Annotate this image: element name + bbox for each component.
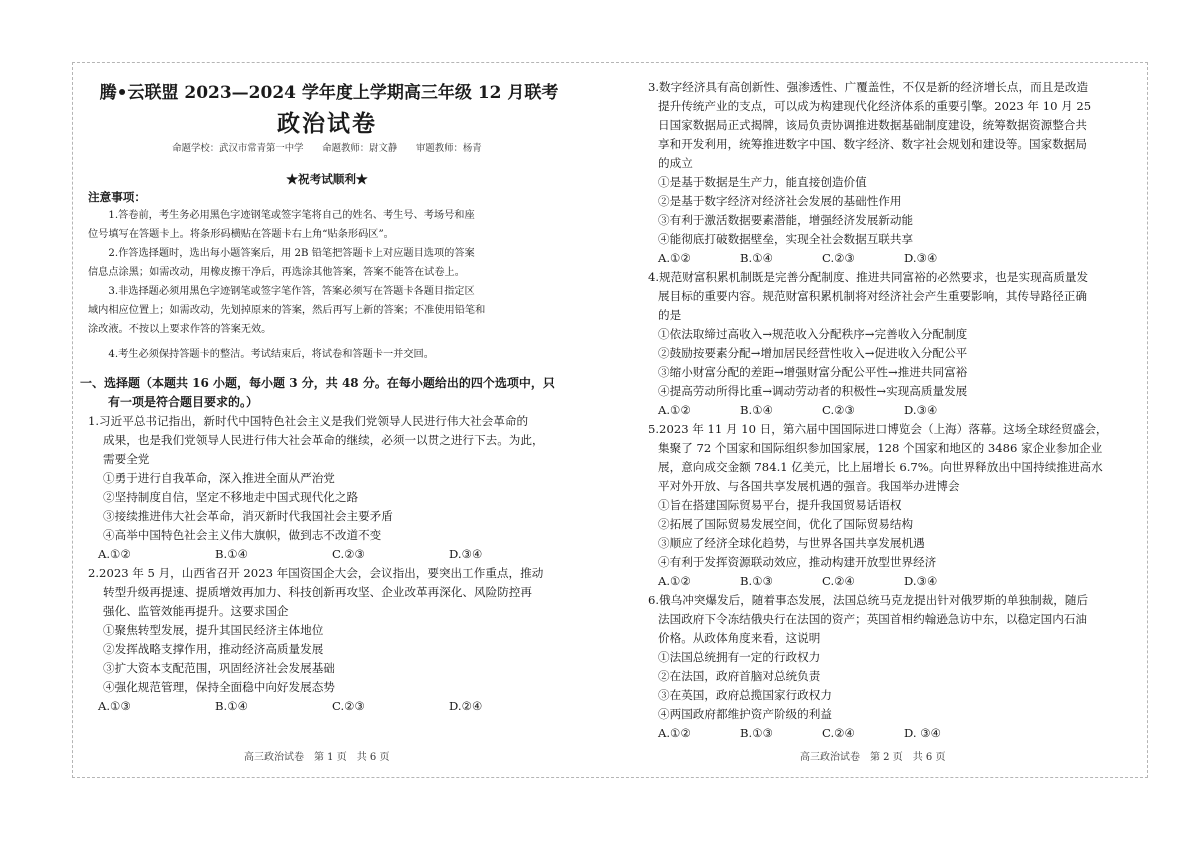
question-option: ②坚持制度自信，坚定不移地走中国式现代化之路 [103,490,359,504]
question-option: ③扩大资本支配范围，巩固经济社会发展基础 [103,661,335,675]
choice-a: A.①② [658,403,691,417]
question-option: ④提高劳动所得比重→调动劳动者的积极性→实现高质量发展 [658,384,968,398]
choice-a: A.①② [658,574,691,588]
question-option: ②是基于数字经济对经济社会发展的基础性作用 [658,194,902,208]
notice-line: 信息点涂黑；如需改动，用橡皮擦干净后，再选涂其他答案，答案不能答在试卷上。 [88,267,465,278]
answer-choices [648,249,986,268]
exam-meta: 命题学校：武汉市常青第一中学 命题教师：尉文静 审题教师：杨青 [172,143,482,154]
question-stem: 享和开发利用，统筹推进数字中国、数字经济、数字社会规划和建设等。国家数据局 [658,137,1087,151]
answer-choices [648,724,986,743]
question-4 [648,268,1089,420]
question-option: ③在英国，政府总揽国家行政权力 [658,688,832,702]
notice-line: 域内相应位置上；如需改动，先划掉原来的答案，然后再写上新的答案；不准使用铅笔和 [88,305,486,316]
question-2 [88,564,566,716]
choice-b: B.①③ [740,574,773,588]
question-stem: 平对外开放、与各国共享发展机遇的强音。我国举办进博会 [658,479,960,493]
question-stem: 转型升级再提速、提质增效再加力、科技创新再攻坚、企业改革再深化、风险防控再 [103,585,532,599]
question-option: ④有利于发挥资源联动效应，推动构建开放型世界经济 [658,555,937,569]
notice-line: 1.答卷前，考生务必用黑色字迹钢笔或签字笔将自己的姓名、考生号、考场号和座 [108,210,475,221]
question-stem: 成果，也是我们党领导人民进行伟大社会革命的继续，必须一以贯之进行下去。为此， [103,433,544,447]
notice-heading: 注意事项： [88,190,146,204]
question-stem: 集聚了 72 个国家和国际组织参加国家展，128 个国家和地区的 3486 家企业参加企业 [658,441,1103,455]
question-3 [648,78,1092,268]
question-option: ②鼓励按要素分配→增加居民经营性收入→促进收入分配公平 [658,346,968,360]
question-option: ①法国总统拥有一定的行政权力 [658,650,821,664]
choice-a: A.①③ [98,699,131,713]
notice-line: 涂改液。不按以上要求作答的答案无效。 [88,324,272,335]
question-5 [648,420,1108,591]
question-stem: 法国政府下令冻结俄央行在法国的资产；英国首相约翰逊急访中东，以稳定国内石油 [658,612,1087,626]
answer-choices [88,545,566,564]
choice-d: D.③④ [904,251,938,265]
answer-choices [648,572,986,591]
question-option: ②发挥战略支撑作用，推动经济高质量发展 [103,642,324,656]
section-heading-cont: 有一项是符合题目要求的。） [108,395,259,409]
question-option: ③接续推进伟大社会革命，消灭新时代我国社会主要矛盾 [103,509,393,523]
notice-line: 4.考生必须保持答题卡的整洁。考试结束后，将试卷和答题卡一并交回。 [108,349,434,360]
choice-b: B.①④ [740,403,773,417]
question-option: ①勇于进行自我革命，深入推进全面从严治党 [103,471,335,485]
question-stem: 6.俄乌冲突爆发后，随着事态发展，法国总统马克龙提出针对俄罗斯的单独制裁，随后 [648,593,1089,607]
question-option: ②在法国，政府首脑对总统负责 [658,669,821,683]
question-option: ①旨在搭建国际贸易平台，提升我国贸易话语权 [658,498,902,512]
choice-a: A.①② [658,726,691,740]
choice-a: A.①② [658,251,691,265]
question-option: ②拓展了国际贸易发展空间，优化了国际贸易结构 [658,517,914,531]
notice-line: 位号填写在答题卡上。将条形码横贴在答题卡右上角“贴条形码区”。 [88,229,394,240]
question-stem: 展目标的重要内容。规范财富积累机制将对经济社会产生重要影响，其传导路径正确 [658,289,1087,303]
question-stem: 的是 [658,308,682,322]
page-1-footer: 高三政治试卷 第 1 页 共 6 页 [244,752,390,763]
question-option: ④两国政府都维护资产阶级的利益 [658,707,832,721]
choice-c: C.②③ [822,403,855,417]
question-stem: 5.2023 年 11 月 10 日，第六届中国国际进口博览会（上海）落幕。这场全球经贸盛会， [648,422,1108,436]
question-stem: 的成立 [658,156,693,170]
question-option: ①是基于数据是生产力，能直接创造价值 [658,175,867,189]
question-option: ③缩小财富分配的差距→增强财富分配公平性→推进共同富裕 [658,365,968,379]
notice-list [88,206,566,364]
answer-choices [88,697,566,716]
choice-d: D.③④ [904,403,938,417]
question-stem: 展，意向成交金额 784.1 亿美元，比上届增长 6.7%。向世界释放出中国持续推进高水 [658,460,1103,474]
notice-line: 3.非选择题必须用黑色字迹钢笔或签字笔作答，答案必须写在答题卡各题目指定区 [108,286,475,297]
question-option: ④强化规范管理，保持全面稳中向好发展态势 [103,680,335,694]
choice-d: D.③④ [904,574,938,588]
choice-d: D.②④ [449,699,483,713]
question-option: ④高举中国特色社会主义伟大旗帜，做到志不改道不变 [103,528,382,542]
question-6 [648,591,1089,743]
question-option: ①依法取缔过高收入→规范收入分配秩序→完善收入分配制度 [658,327,968,341]
choice-d: D.③④ [449,547,483,561]
choice-b: B.①④ [215,699,248,713]
choice-a: A.①② [98,547,131,561]
question-stem: 需要全党 [103,452,150,466]
question-stem: 1.习近平总书记指出，新时代中国特色社会主义是我们党领导人民进行伟大社会革命的 [88,414,529,428]
cheer-line: ★祝考试顺利★ [286,172,368,186]
choice-c: C.②④ [822,574,855,588]
choice-b: B.①④ [215,547,248,561]
notice-line: 2.作答选择题时，选出每小题答案后，用 2B 铅笔把答题卡上对应题目选项的答案 [108,248,475,259]
question-stem: 3.数字经济具有高创新性、强渗透性、广覆盖性，不仅是新的经济增长点，而且是改造 [648,80,1089,94]
question-option: ③有利于激活数据要素潜能，增强经济发展新动能 [658,213,914,227]
page-1 [80,80,566,716]
question-stem: 提升传统产业的支点，可以成为构建现代化经济体系的重要引擎。2023 年 10 月 25 [658,99,1092,113]
question-option: ③顺应了经济全球化趋势，与世界各国共享发展机遇 [658,536,925,550]
choice-c: C.②③ [822,251,855,265]
question-option: ①聚焦转型发展，提升其国民经济主体地位 [103,623,324,637]
page-2 [648,78,1108,743]
section-heading: 一、选择题（本题共 16 小题，每小题 3 分，共 48 分。在每小题给出的四个选项中，只 [80,376,555,390]
question-stem: 2.2023 年 5 月，山西省召开 2023 年国资国企大会，会议指出，要突出工作重点，推动 [88,566,544,580]
exam-subject: 政治试卷 [277,110,377,137]
choice-b: B.①③ [740,726,773,740]
question-stem: 强化、监管效能再提升。这要求国企 [103,604,289,618]
choice-b: B.①④ [740,251,773,265]
choice-c: C.②④ [822,726,855,740]
question-stem: 4.规范财富积累机制既是完善分配制度、推进共同富裕的必然要求，也是实现高质量发 [648,270,1089,284]
question-stem: 价格。从政体角度来看，这说明 [658,631,821,645]
choice-c: C.②③ [332,547,365,561]
choice-c: C.②③ [332,699,365,713]
question-stem: 日国家数据局正式揭牌，该局负责协调推进数据基础制度建设，统筹数据资源整合共 [658,118,1087,132]
page-2-footer: 高三政治试卷 第 2 页 共 6 页 [800,752,946,763]
exam-title: 腾•云联盟 2023—2024 学年度上学期高三年级 12 月联考 [99,83,559,103]
choice-d: D. ③④ [904,726,942,740]
question-option: ④能彻底打破数据壁垒，实现全社会数据互联共享 [658,232,914,246]
answer-choices [648,401,986,420]
question-1 [88,412,566,564]
